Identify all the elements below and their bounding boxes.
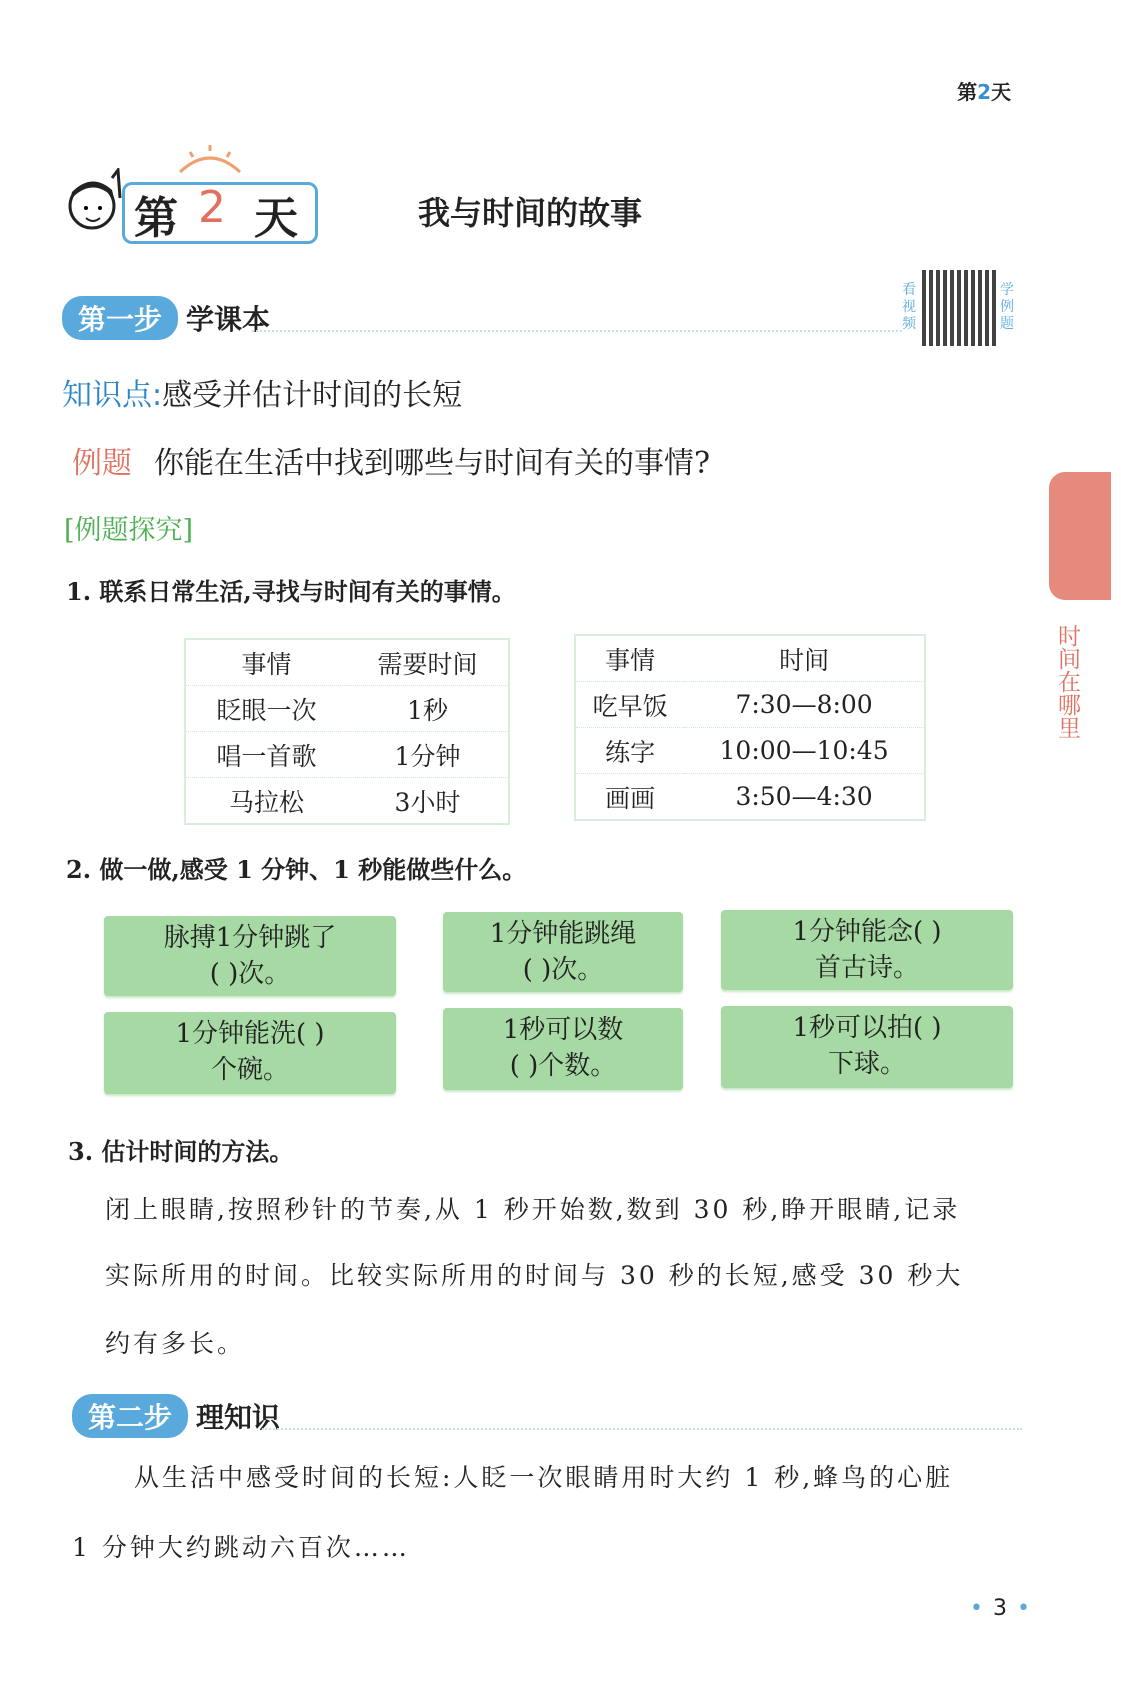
card-line: 首古诗。 (814, 953, 919, 983)
table-cell: 练字 (575, 728, 684, 774)
activity-card (443, 1008, 683, 1090)
step1-heading (62, 296, 1012, 336)
example-text: 你能在生活中找到哪些与时间有关的事情? (154, 446, 711, 481)
activity-card (443, 912, 683, 992)
knowledge-point (62, 370, 462, 414)
chapter-tab[interactable] (1049, 472, 1111, 600)
step2-heading (72, 1394, 1022, 1434)
question-3: 3. 估计时间的方法。 (68, 1137, 294, 1166)
dot-icon: • (1016, 1596, 1030, 1621)
card-blank-line[interactable]: 1分钟能洗( ) (175, 1019, 325, 1049)
sun-rays-icon (170, 144, 250, 174)
table-cell: 10:00—10:45 (684, 728, 925, 774)
table-cell: 需要时间 (347, 639, 509, 686)
qr-right-label: 学例题 (1000, 282, 1014, 332)
qr-left-label: 看视频 (902, 282, 916, 332)
question-2: 2. 做一做,感受 1 分钟、1 秒能做些什么。 (66, 855, 527, 884)
table-cell: 7:30—8:00 (684, 682, 925, 728)
table-row (575, 728, 925, 774)
card-line: 脉搏1分钟跳了 (163, 923, 337, 953)
card-blank-line[interactable]: 1分钟能念( ) (792, 917, 942, 947)
table-row (575, 682, 925, 728)
table-cell: 吃早饭 (575, 682, 684, 728)
dot-icon: • (970, 1596, 983, 1621)
explore-label: [例题探究] (64, 515, 194, 546)
banner-day: 2 (198, 182, 226, 233)
paragraph-line: 约有多长。 (105, 1329, 246, 1358)
day-banner (62, 168, 316, 244)
page-header (957, 76, 1011, 105)
knowledge-text: 感受并估计时间的长短 (162, 378, 463, 413)
activity-card (721, 910, 1013, 990)
table-row (185, 686, 509, 732)
page-title: 我与时间的故事 (418, 194, 643, 232)
header-prefix: 第 (957, 80, 978, 104)
paragraph-line: 实际所用的时间。比较实际所用的时间与 30 秒的长短,感受 30 秒大 (105, 1261, 964, 1290)
table-cell: 唱一首歌 (185, 732, 347, 778)
table-cell: 事情 (575, 635, 684, 682)
table-row (575, 774, 925, 821)
table-cell: 事情 (185, 639, 347, 686)
table-row (185, 778, 509, 825)
card-blank-line[interactable]: ( )次。 (522, 955, 604, 985)
table-cell: 画画 (605, 783, 656, 813)
step1-badge: 第一步 (62, 296, 178, 340)
card-blank-line[interactable]: 1秒可以拍( ) (792, 1013, 942, 1043)
table-row (185, 732, 509, 778)
banner-suffix: 天 (254, 193, 298, 244)
table-cell: 1分钟 (347, 732, 509, 778)
table-cell: 时间 (684, 635, 925, 682)
table-cell: 1秒 (347, 686, 509, 732)
step2-label: 理知识 (196, 1401, 281, 1434)
example-label: 例题 (72, 446, 132, 481)
card-line: 下球。 (827, 1049, 906, 1079)
table-schedule (574, 634, 926, 821)
chapter-tab-label: 时间在哪里 (1058, 624, 1081, 742)
paragraph-line: 从生活中感受时间的长短:人眨一次眼睛用时大约 1 秒,蜂鸟的心脏 (134, 1463, 954, 1492)
step2-badge: 第二步 (72, 1394, 188, 1438)
table-cell: 眨眼一次 (185, 686, 347, 732)
card-line: 1分钟能跳绳 (489, 919, 637, 949)
question-1: 1. 联系日常生活,寻找与时间有关的事情。 (66, 577, 516, 606)
header-day: 2 (977, 80, 991, 104)
banner-prefix: 第 (134, 193, 178, 244)
table-cell: 马拉松 (228, 787, 304, 817)
card-blank-line[interactable]: ( )个数。 (509, 1051, 617, 1081)
paragraph-line: 1 分钟大约跳动六百次…… (72, 1533, 410, 1562)
card-line: 个碗。 (210, 1055, 289, 1085)
example (72, 438, 710, 482)
activity-card (721, 1006, 1013, 1088)
activity-card (104, 1012, 396, 1094)
activity-card (104, 916, 396, 996)
knowledge-label: 知识点: (62, 378, 163, 413)
table-cell: 3:50—4:30 (735, 782, 873, 811)
page-number-value: 3 (992, 1596, 1007, 1621)
step1-label: 学课本 (186, 303, 271, 336)
qr-code-icon[interactable] (922, 270, 998, 346)
page-number (960, 1596, 1040, 1621)
card-blank-line[interactable]: ( )次。 (209, 959, 291, 989)
table-header (185, 639, 509, 686)
header-suffix: 天 (991, 80, 1011, 104)
table-header (575, 635, 925, 682)
card-line: 1秒可以数 (502, 1015, 624, 1045)
table-duration (184, 638, 510, 825)
table-cell: 3小时 (394, 787, 461, 817)
paragraph-line: 闭上眼睛,按照秒针的节奏,从 1 秒开始数,数到 30 秒,睁开眼睛,记录 (105, 1195, 961, 1224)
